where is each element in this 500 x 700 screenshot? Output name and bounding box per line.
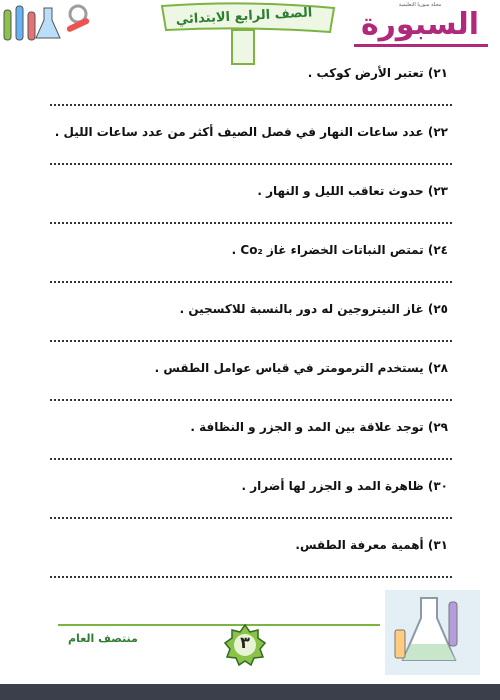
footer-divider	[58, 624, 380, 626]
question-text: حدوث تعاقب الليل و النهار .	[257, 184, 424, 198]
bottom-bar	[0, 684, 500, 700]
question-item	[0, 178, 500, 237]
question-number: ٢٥)	[427, 302, 448, 316]
question-number: ٢٩)	[427, 420, 448, 434]
lab-flask-illustration	[385, 590, 480, 675]
question-text: توجد علاقة بين المد و الجزر و النظافة .	[190, 420, 424, 434]
question-text: ظاهرة المد و الجزر لها أضرار .	[241, 479, 424, 493]
question-item	[0, 296, 500, 355]
page-number: ٣	[240, 633, 250, 652]
question-text: تمتص النباتات الخضراء غاز Co₂ .	[231, 243, 424, 257]
question-number: ٢٤)	[427, 243, 448, 257]
footer-label: منتصف العام	[68, 632, 138, 645]
question-item	[0, 237, 500, 296]
answer-line	[50, 576, 452, 578]
question-number: ٢١)	[427, 66, 448, 80]
question-text: عدد ساعات النهار في فصل الصيف أكثر من عدد ساعات الليل .	[54, 125, 424, 139]
question-number: ٢٢)	[427, 125, 448, 139]
question-number: ٢٨)	[427, 361, 448, 375]
answer-line	[50, 104, 452, 106]
question-text: تعتبر الأرض كوكب .	[307, 66, 424, 80]
lab-equipment-illustration	[0, 0, 100, 46]
question-item	[0, 355, 500, 414]
question-item	[0, 532, 500, 591]
answer-line	[50, 458, 452, 460]
grade-banner-text: الصف الرابع الابتدائي	[175, 5, 313, 28]
question-number: ٣٠)	[427, 479, 448, 493]
answer-line	[50, 163, 452, 165]
logo-caption: مجلة سوريا التعليمية	[398, 2, 442, 8]
answer-line	[50, 281, 452, 283]
answer-line	[50, 517, 452, 519]
question-item	[0, 414, 500, 473]
answer-line	[50, 340, 452, 342]
question-item	[0, 60, 500, 119]
answer-line	[50, 222, 452, 224]
question-item	[0, 473, 500, 532]
question-item	[0, 119, 500, 178]
question-number: ٢٣)	[427, 184, 448, 198]
logo-underline	[354, 44, 488, 47]
logo-wordmark: السبورة	[360, 7, 480, 42]
question-list	[0, 60, 500, 591]
answer-line	[50, 399, 452, 401]
question-text: أهمية معرفة الطقس.	[295, 538, 424, 552]
question-text: يستخدم الترمومتر في قياس عوامل الطقس .	[154, 361, 424, 375]
question-number: ٣١)	[427, 538, 448, 552]
question-text: غاز النيتروجين له دور بالنسبة للاكسجين .	[179, 302, 424, 316]
